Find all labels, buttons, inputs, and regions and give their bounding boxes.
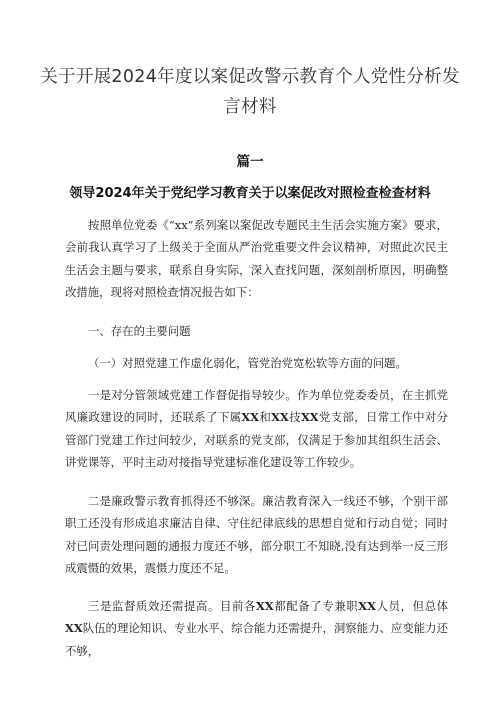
body-paragraph: 三是监督质效还需提高。目前各XX都配备了专兼职XX人员，但总体XX队伍的理论知识、专业水平、综合能力还需提升，洞察能力、应变能力还不够， xyxy=(65,599,448,658)
body-paragraph: 一是对分管领域党建工作督促指导较少。作为单位党委委员，在主抓党风廉政建设的同时，还联系了下属XX和XX技XX党支部，日常工作中对分管部门党建工作过问较少，对联系的党支部，仅满足于参加其组织生活会、讲党课等，平时主动对接指导党建标准化建设等工作较少。 xyxy=(65,388,448,470)
document-subtitle: 领导2024年关于党纪学习教育关于以案促改对照检查检查材料 xyxy=(69,186,431,201)
section-label: 篇一 xyxy=(236,154,264,170)
document-title: 关于开展2024年度以案促改警示教育个人党性分析发言材料 xyxy=(40,67,460,117)
intro-paragraph: 按照单位党委《“xx”系列案以案促改专题民主生活会实施方案》要求，会前我认真学习了上级关于全面从严治党重要文件会议精神，对照此次民主生活会主题与要求，联系自身实际，深入查找问题，深刻剖析原因，明确整改措施，现将对照检查情况报告如下： xyxy=(65,218,448,300)
body-paragraph: 二是廉政警示教育抓得还不够深。廉洁教育深入一线还不够，个别干部职工还没有形成追求廉洁自律、守住纪律底线的思想自觉和行动自觉；同时对已问责处理问题的通报力度还不够，部分职工不知晓,没有达到举一反三形成震慑的效果，震慑力度还不足。 xyxy=(65,494,448,576)
subsection-heading: （一）对照党建工作虚化弱化，管党治党宽松软等方面的问题。 xyxy=(88,356,407,370)
section-heading: 一、存在的主要问题 xyxy=(88,324,191,338)
